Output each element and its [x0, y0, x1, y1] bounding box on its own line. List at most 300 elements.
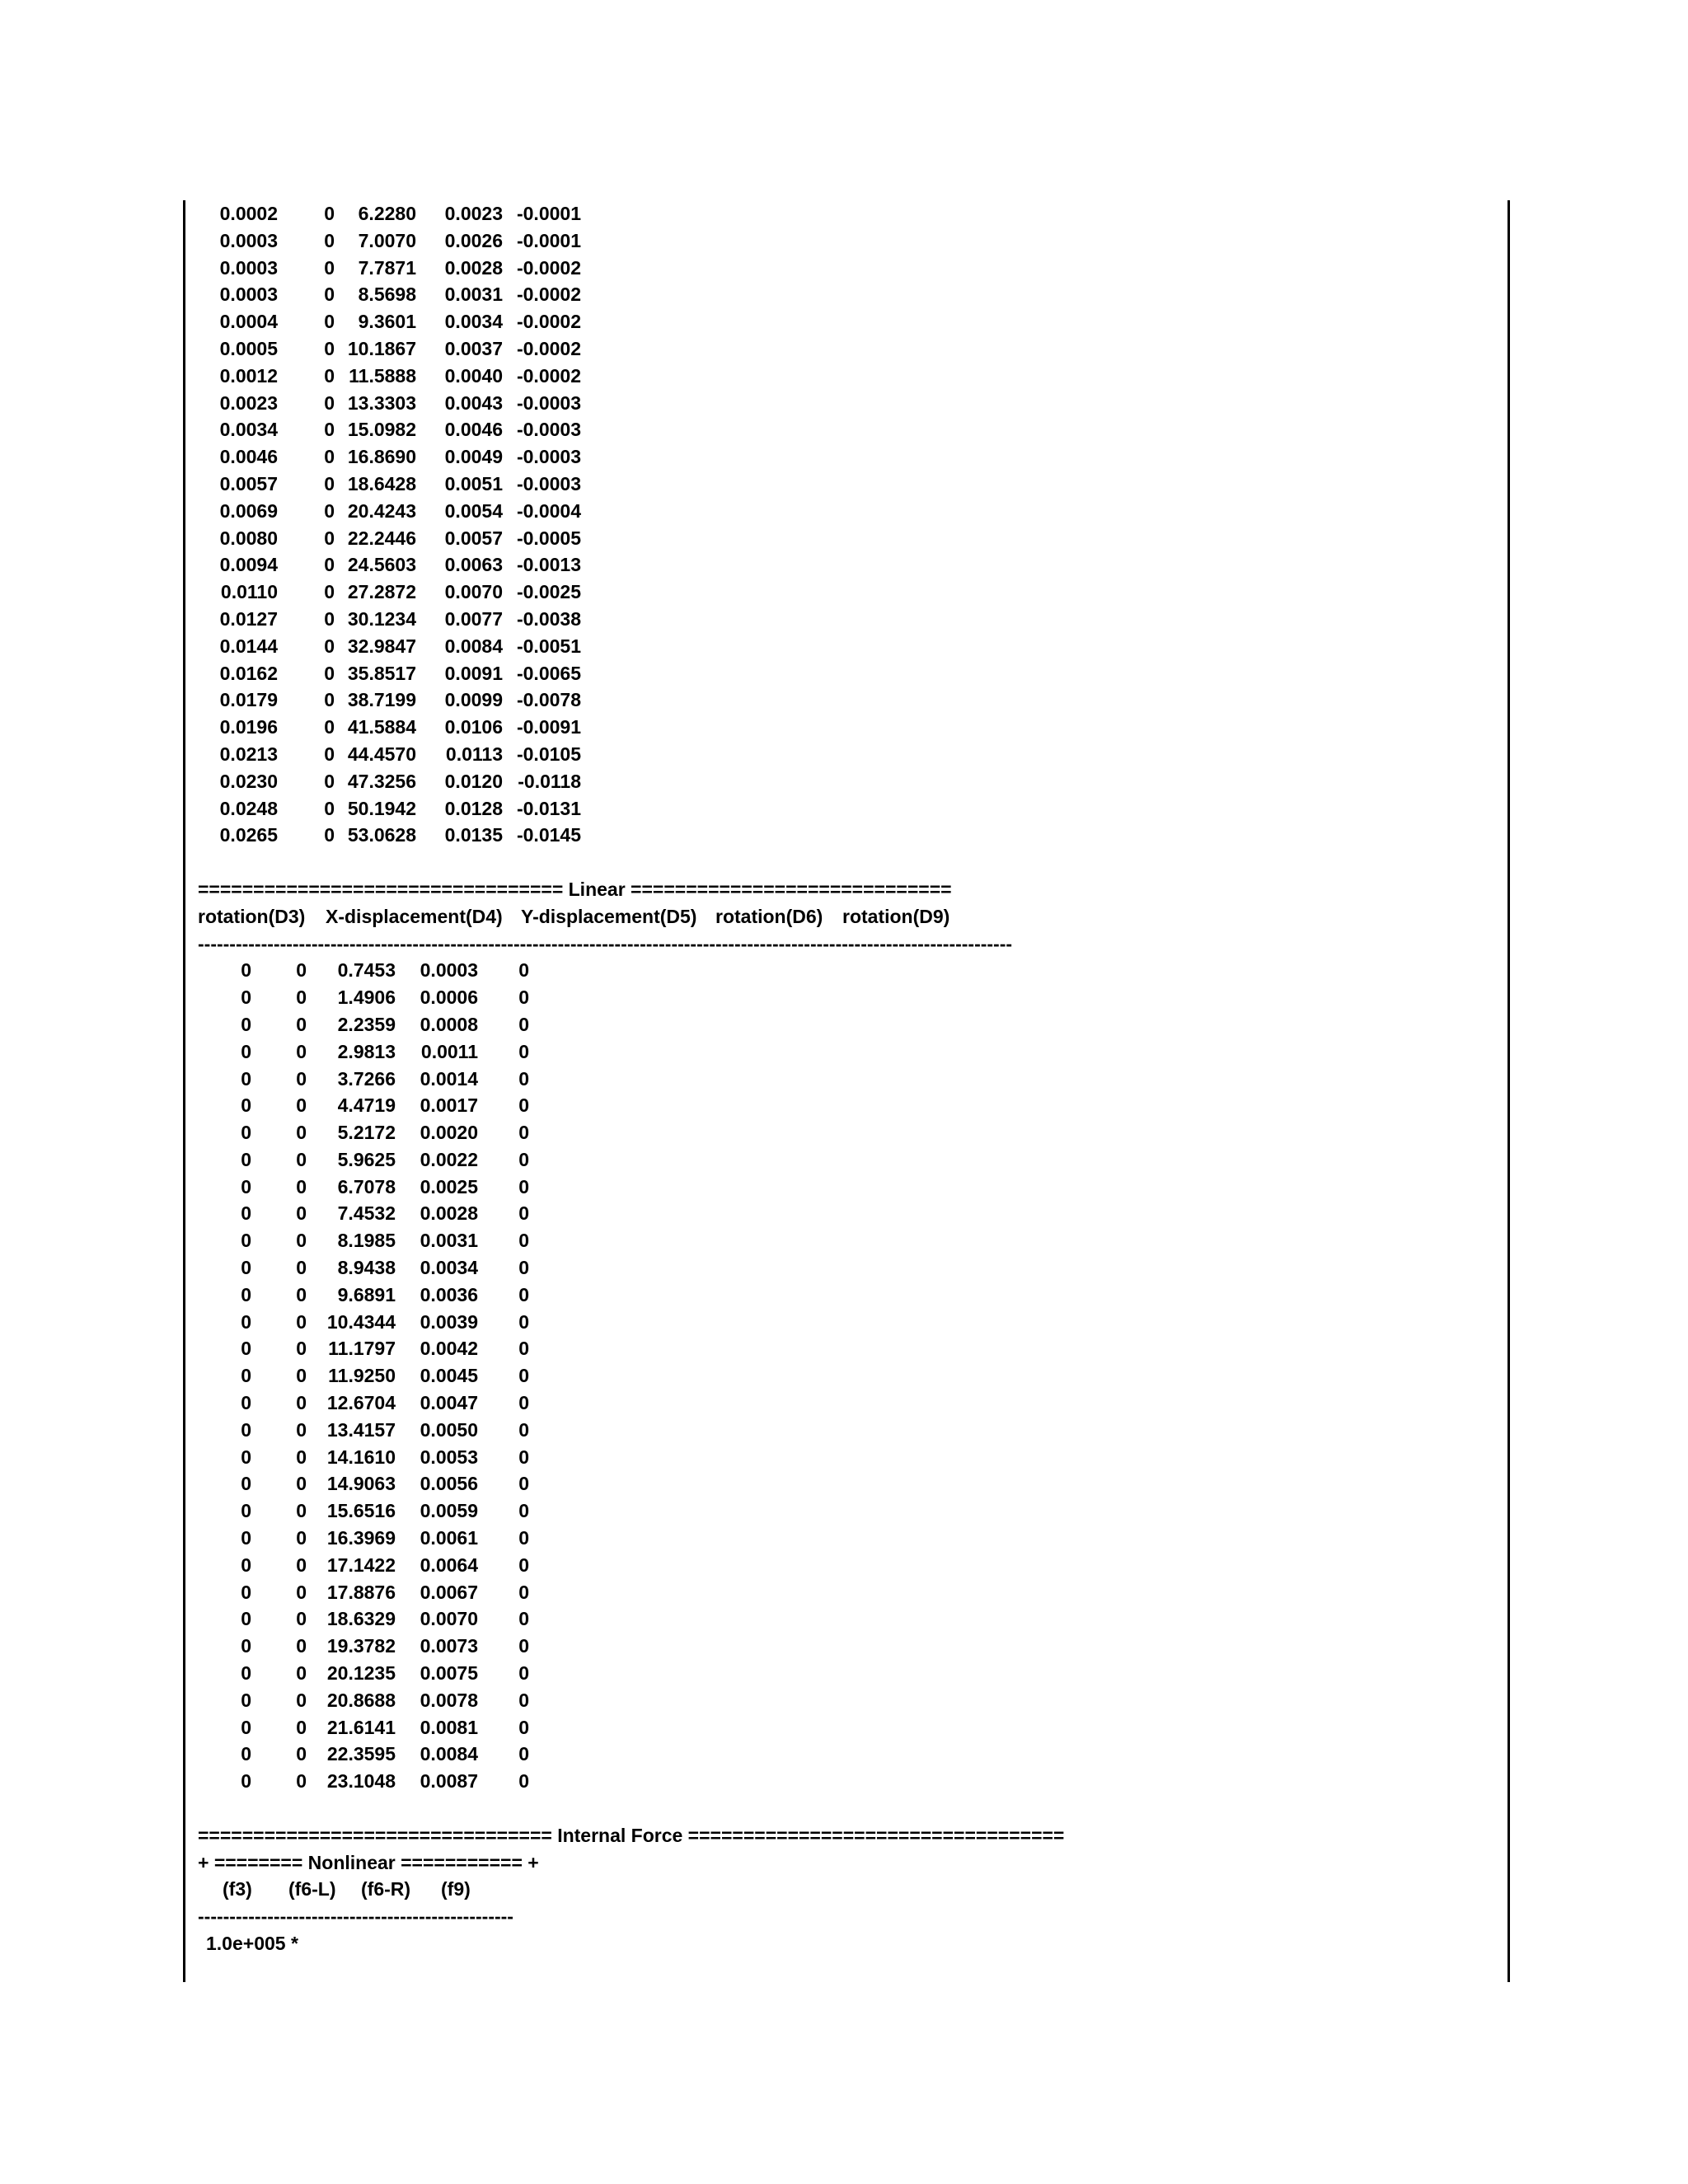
table-cell: 0	[324, 229, 335, 251]
table-cell: 0.0248	[219, 797, 278, 819]
table-cell: 13.4157	[326, 1418, 396, 1441]
table-cell: 0	[296, 1122, 307, 1144]
linear-table-row	[198, 1605, 1484, 1633]
table-cell: 0	[324, 203, 335, 224]
column-header: (f6-R)	[361, 1878, 411, 1900]
table-cell: 0	[241, 1770, 251, 1793]
table-cell: 0.0036	[420, 1283, 478, 1305]
nonlinear-table-row	[198, 281, 1484, 308]
table-cell: -0.0145	[516, 824, 581, 846]
table-cell: 19.3782	[326, 1635, 396, 1657]
table-cell: 0	[324, 391, 335, 414]
internal-force-header-row	[198, 1876, 1484, 1903]
table-cell: 0	[518, 959, 529, 982]
table-cell: 2.2359	[337, 1013, 396, 1035]
linear-table-row	[198, 1470, 1484, 1497]
nonlinear-table-row	[198, 363, 1484, 390]
table-cell: 0	[296, 1365, 307, 1387]
table-cell: 16.8690	[347, 446, 416, 468]
table-cell: 0.0075	[420, 1662, 478, 1685]
nonlinear-table-row	[198, 308, 1484, 335]
table-cell: 0.0006	[420, 987, 478, 1009]
table-cell: 8.1985	[337, 1230, 396, 1252]
table-cell: 0.0113	[445, 743, 503, 765]
table-cell: 0.0023	[444, 203, 503, 224]
linear-table-row	[198, 1038, 1484, 1066]
linear-table-row	[198, 1335, 1484, 1362]
table-cell: 0	[241, 1338, 251, 1360]
linear-table-row	[198, 1714, 1484, 1741]
table-cell: 0	[324, 499, 335, 522]
table-cell: 0	[296, 1446, 307, 1468]
nonlinear-table-row	[198, 741, 1484, 768]
linear-table-row	[198, 1497, 1484, 1525]
table-cell: 20.8688	[326, 1689, 396, 1711]
table-cell: 0	[518, 1770, 529, 1793]
table-cell: 22.3595	[326, 1743, 396, 1765]
table-cell: 0.0106	[444, 716, 503, 738]
table-cell: 0.0144	[219, 635, 278, 657]
table-cell: 0	[518, 1500, 529, 1522]
table-cell: 50.1942	[347, 797, 416, 819]
linear-table-row	[198, 1552, 1484, 1579]
column-header: X-displacement(D4)	[326, 905, 503, 927]
table-cell: -0.0025	[516, 581, 581, 603]
table-cell: 0.0031	[420, 1230, 478, 1252]
table-cell: 3.7266	[337, 1067, 396, 1090]
table-cell: 16.3969	[326, 1527, 396, 1549]
table-cell: -0.0002	[516, 256, 581, 279]
table-cell: 11.5888	[349, 364, 416, 387]
table-cell: 0	[518, 1635, 529, 1657]
table-cell: 0	[518, 1689, 529, 1711]
table-cell: 0	[324, 284, 335, 306]
table-cell: 0.0047	[420, 1392, 478, 1414]
linear-table-row	[198, 1092, 1484, 1119]
table-cell: 0	[518, 1527, 529, 1549]
table-cell: 0.0213	[219, 743, 278, 765]
table-cell: 0.0078	[420, 1689, 478, 1711]
linear-table-row	[198, 1282, 1484, 1309]
table-cell: -0.0004	[516, 499, 581, 522]
table-cell: 0.0040	[444, 364, 503, 387]
table-cell: 0	[518, 1446, 529, 1468]
table-cell: 0.0179	[219, 689, 278, 711]
table-cell: 0	[324, 256, 335, 279]
table-cell: 0.0059	[420, 1500, 478, 1522]
table-cell: 0	[241, 1473, 251, 1495]
table-cell: 0	[296, 1608, 307, 1630]
table-cell: 2.9813	[337, 1040, 396, 1062]
linear-table-row	[198, 1066, 1484, 1093]
document-content	[198, 200, 1484, 1957]
table-cell: 24.5603	[347, 554, 416, 576]
table-cell: 0	[296, 1310, 307, 1333]
table-cell: 0	[296, 1473, 307, 1495]
table-cell: 7.4532	[337, 1202, 396, 1225]
table-cell: 17.1422	[326, 1554, 396, 1576]
nonlinear-table-row	[198, 551, 1484, 579]
linear-table-row	[198, 1390, 1484, 1417]
table-cell: 0.0003	[219, 256, 278, 279]
table-cell: 0.0026	[444, 229, 503, 251]
table-cell: -0.0003	[516, 419, 581, 441]
table-cell: 27.2872	[347, 581, 416, 603]
linear-table-row	[198, 957, 1484, 984]
table-cell: -0.0013	[516, 554, 581, 576]
table-cell: 0	[324, 689, 335, 711]
table-cell: 0	[518, 1122, 529, 1144]
blank-line	[198, 849, 1484, 876]
nonlinear-table-row	[198, 822, 1484, 849]
linear-section-banner	[198, 876, 1484, 903]
table-cell: 0	[296, 1094, 307, 1117]
nonlinear-table-row	[198, 200, 1484, 227]
table-cell: -0.0131	[516, 797, 581, 819]
table-cell: 5.2172	[337, 1122, 396, 1144]
table-cell: 0	[241, 1581, 251, 1603]
table-cell: 11.9250	[328, 1365, 396, 1387]
table-cell: 0.0045	[420, 1365, 478, 1387]
separator-rule: --------------------------------------------------	[198, 1905, 513, 1928]
nonlinear-table-row	[198, 443, 1484, 471]
table-cell: 10.1867	[347, 337, 416, 359]
table-cell: 0.0028	[444, 256, 503, 279]
table-cell: 0	[296, 1175, 307, 1197]
table-cell: 32.9847	[347, 635, 416, 657]
table-cell: 0	[296, 1418, 307, 1441]
table-cell: 0	[296, 1202, 307, 1225]
nonlinear-table-row	[198, 579, 1484, 606]
linear-header-row	[198, 903, 1484, 930]
table-cell: 8.5698	[358, 284, 416, 306]
right-border-line	[1507, 200, 1510, 1982]
table-cell: 0.0008	[420, 1013, 478, 1035]
scale-factor-line	[198, 1930, 1484, 1957]
table-cell: 0	[518, 1365, 529, 1387]
table-cell: 0	[296, 1392, 307, 1414]
table-cell: 0	[241, 1310, 251, 1333]
table-cell: 0	[296, 1554, 307, 1576]
table-cell: 0.0080	[219, 527, 278, 549]
nonlinear-table-row	[198, 714, 1484, 741]
table-cell: 0.0057	[219, 472, 278, 494]
table-cell: 0	[296, 1635, 307, 1657]
table-cell: 0.0120	[444, 770, 503, 792]
table-cell: 0.0034	[219, 419, 278, 441]
table-cell: 0.0011	[420, 1040, 478, 1062]
linear-table-row	[198, 1525, 1484, 1552]
table-cell: 0.0067	[420, 1581, 478, 1603]
table-cell: 0	[241, 1743, 251, 1765]
table-cell: 0.0057	[444, 527, 503, 549]
column-header: rotation(D9)	[842, 905, 950, 927]
linear-table-row	[198, 1146, 1484, 1174]
table-cell: 0.0061	[420, 1527, 478, 1549]
linear-table-row	[198, 1687, 1484, 1714]
table-cell: 9.3601	[358, 311, 416, 333]
table-cell: 0	[518, 1283, 529, 1305]
table-cell: 0	[518, 987, 529, 1009]
table-cell: 0.0054	[444, 499, 503, 522]
section-banner: ================================ Internal Force ==================================	[198, 1824, 1065, 1846]
table-cell: 0.0023	[219, 391, 278, 414]
table-cell: 0	[241, 1554, 251, 1576]
nonlinear-table-row	[198, 227, 1484, 255]
table-cell: 20.1235	[326, 1662, 396, 1685]
table-cell: 1.4906	[337, 987, 396, 1009]
table-cell: 0	[324, 337, 335, 359]
table-cell: 22.2446	[347, 527, 416, 549]
table-cell: 0	[324, 607, 335, 630]
table-cell: 0.0034	[420, 1257, 478, 1279]
table-cell: 0	[241, 1527, 251, 1549]
table-cell: 0.0025	[420, 1175, 478, 1197]
table-cell: 0	[518, 1338, 529, 1360]
table-cell: 0.0034	[444, 311, 503, 333]
blank-line	[198, 1795, 1484, 1822]
table-cell: 0	[518, 1608, 529, 1630]
table-cell: 14.9063	[326, 1473, 396, 1495]
table-cell: 0	[324, 797, 335, 819]
table-cell: 23.1048	[326, 1770, 396, 1793]
linear-table-row	[198, 1417, 1484, 1444]
table-cell: 0	[324, 419, 335, 441]
table-cell: 8.9438	[337, 1257, 396, 1279]
table-cell: -0.0038	[516, 607, 581, 630]
table-cell: 11.1797	[328, 1338, 396, 1360]
table-cell: 0.0031	[444, 284, 503, 306]
nonlinear-table-row	[198, 335, 1484, 363]
table-cell: 0	[518, 1067, 529, 1090]
table-cell: 7.0070	[358, 229, 416, 251]
table-cell: 12.6704	[326, 1392, 396, 1414]
table-cell: 0	[324, 662, 335, 684]
internal-force-banner	[198, 1822, 1484, 1849]
table-cell: 0	[518, 1257, 529, 1279]
table-cell: 0.0050	[420, 1418, 478, 1441]
table-cell: 0.0077	[444, 607, 503, 630]
table-cell: -0.0078	[516, 689, 581, 711]
linear-table-row	[198, 1633, 1484, 1660]
table-cell: 0	[518, 1743, 529, 1765]
table-cell: 44.4570	[347, 743, 416, 765]
nonlinear-table-row	[198, 416, 1484, 443]
table-cell: 0	[296, 1040, 307, 1062]
table-cell: 0.0084	[444, 635, 503, 657]
table-cell: 15.0982	[347, 419, 416, 441]
table-cell: 0	[324, 635, 335, 657]
table-cell: 15.6516	[326, 1500, 396, 1522]
sub-banner: + ======== Nonlinear =========== +	[198, 1851, 539, 1873]
linear-rule-line	[198, 930, 1484, 958]
linear-table-row	[198, 1444, 1484, 1471]
table-cell: 7.7871	[358, 256, 416, 279]
table-cell: 0.0043	[444, 391, 503, 414]
table-cell: -0.0002	[516, 364, 581, 387]
table-cell: 0	[241, 1689, 251, 1711]
table-cell: 0.0064	[420, 1554, 478, 1576]
table-cell: 0.0127	[219, 607, 278, 630]
table-cell: 0	[241, 1094, 251, 1117]
linear-table-row	[198, 1768, 1484, 1795]
table-cell: 0	[241, 1202, 251, 1225]
table-cell: 0.0051	[444, 472, 503, 494]
table-cell: -0.0003	[516, 446, 581, 468]
table-cell: -0.0065	[516, 662, 581, 684]
table-cell: 0	[296, 1662, 307, 1685]
table-cell: 0.0046	[444, 419, 503, 441]
table-cell: 38.7199	[347, 689, 416, 711]
table-cell: 0	[296, 959, 307, 982]
table-cell: 0	[241, 1446, 251, 1468]
table-cell: 0	[296, 1743, 307, 1765]
table-cell: -0.0003	[516, 391, 581, 414]
table-cell: 0	[296, 1067, 307, 1090]
table-cell: 0	[296, 1689, 307, 1711]
table-cell: 0	[296, 1770, 307, 1793]
table-cell: 0	[518, 1581, 529, 1603]
table-cell: 0	[241, 1716, 251, 1738]
table-cell: 21.6141	[326, 1716, 396, 1738]
table-cell: 0	[241, 1635, 251, 1657]
nonlinear-table-row	[198, 795, 1484, 823]
table-cell: 0.0070	[444, 581, 503, 603]
table-cell: 0	[518, 1040, 529, 1062]
table-cell: 0	[241, 1122, 251, 1144]
table-cell: 18.6329	[326, 1608, 396, 1630]
table-cell: 0.0003	[420, 959, 478, 982]
table-cell: -0.0002	[516, 311, 581, 333]
table-cell: 0.0128	[444, 797, 503, 819]
table-cell: 0.0070	[420, 1608, 478, 1630]
table-cell: 0	[241, 1418, 251, 1441]
table-cell: 0	[518, 1094, 529, 1117]
table-cell: 0.0003	[219, 284, 278, 306]
table-cell: 0.0091	[444, 662, 503, 684]
table-cell: 0.0063	[444, 554, 503, 576]
table-cell: 0.0003	[219, 229, 278, 251]
table-cell: 0	[241, 1500, 251, 1522]
table-cell: -0.0001	[516, 229, 581, 251]
linear-table-row	[198, 1200, 1484, 1227]
left-border-line	[183, 200, 185, 1982]
table-cell: 0	[241, 959, 251, 982]
table-cell: 0	[296, 1716, 307, 1738]
table-cell: 0	[518, 1202, 529, 1225]
table-cell: 4.4719	[337, 1094, 396, 1117]
table-cell: 0	[241, 1148, 251, 1170]
table-cell: 0	[241, 1230, 251, 1252]
table-cell: -0.0118	[518, 770, 581, 792]
table-cell: -0.0002	[516, 337, 581, 359]
table-cell: -0.0005	[516, 527, 581, 549]
separator-rule: ---------------------------------------------------------------------------------------------------------------------------------	[198, 932, 1013, 954]
table-cell: -0.0002	[516, 284, 581, 306]
linear-table-row	[198, 1119, 1484, 1146]
table-cell: 0	[241, 1175, 251, 1197]
table-cell: 0	[296, 1338, 307, 1360]
table-cell: 0	[296, 1527, 307, 1549]
table-cell: 5.9625	[337, 1148, 396, 1170]
table-cell: 0	[518, 1418, 529, 1441]
table-cell: 0	[241, 1608, 251, 1630]
table-cell: 6.2280	[358, 203, 416, 224]
linear-table-row	[198, 1227, 1484, 1254]
table-cell: 0.0053	[420, 1446, 478, 1468]
table-cell: 0	[241, 1040, 251, 1062]
table-cell: 0.0020	[420, 1122, 478, 1144]
table-cell: 0.0099	[444, 689, 503, 711]
table-cell: 0.0135	[444, 824, 503, 846]
table-cell: 41.5884	[347, 716, 416, 738]
table-cell: 0	[324, 716, 335, 738]
table-cell: 0	[518, 1392, 529, 1414]
column-header: (f9)	[441, 1878, 471, 1900]
nonlinear-table-row	[198, 606, 1484, 633]
table-cell: 20.4243	[347, 499, 416, 522]
table-cell: 0.0073	[420, 1635, 478, 1657]
linear-table-row	[198, 1660, 1484, 1687]
table-cell: 30.1234	[347, 607, 416, 630]
table-cell: 0	[518, 1148, 529, 1170]
scale-factor: 1.0e+005 *	[206, 1933, 298, 1954]
table-cell: 9.6891	[337, 1283, 396, 1305]
table-cell: 0	[296, 1257, 307, 1279]
table-cell: 0.0087	[420, 1770, 478, 1793]
table-cell: -0.0001	[516, 203, 581, 224]
table-cell: -0.0105	[516, 743, 581, 765]
linear-table-row	[198, 1362, 1484, 1390]
linear-table-row	[198, 1579, 1484, 1606]
internal-force-rule-line	[198, 1903, 1484, 1930]
table-cell: 0.0081	[420, 1716, 478, 1738]
table-cell: 0	[296, 1013, 307, 1035]
nonlinear-table-row	[198, 687, 1484, 714]
column-header: rotation(D6)	[715, 905, 823, 927]
column-header: (f3)	[223, 1878, 252, 1900]
table-cell: 0.0049	[444, 446, 503, 468]
table-cell: 0	[324, 824, 335, 846]
table-cell: 0	[241, 1392, 251, 1414]
nonlinear-table-row	[198, 471, 1484, 498]
table-cell: 14.1610	[326, 1446, 396, 1468]
table-cell: 0.7453	[337, 959, 396, 982]
table-cell: 0	[296, 1581, 307, 1603]
linear-table-row	[198, 1174, 1484, 1201]
table-cell: 0.0004	[219, 311, 278, 333]
nonlinear-table-row	[198, 498, 1484, 525]
linear-table-row	[198, 1011, 1484, 1038]
table-cell: 0	[241, 1013, 251, 1035]
table-cell: 35.8517	[347, 662, 416, 684]
table-cell: 0	[324, 743, 335, 765]
table-cell: 0.0039	[420, 1310, 478, 1333]
table-cell: -0.0003	[516, 472, 581, 494]
table-cell: 0.0069	[219, 499, 278, 522]
table-cell: 0.0230	[219, 770, 278, 792]
nonlinear-table-row	[198, 525, 1484, 552]
section-banner: ================================= Linear =============================	[198, 878, 952, 900]
table-cell: 0.0014	[420, 1067, 478, 1090]
nonlinear-table-row	[198, 390, 1484, 417]
nonlinear-table-row	[198, 768, 1484, 795]
table-cell: 0	[518, 1716, 529, 1738]
table-cell: 0	[324, 527, 335, 549]
table-cell: 0.0037	[444, 337, 503, 359]
table-cell: 0	[324, 364, 335, 387]
table-cell: 0.0046	[219, 446, 278, 468]
